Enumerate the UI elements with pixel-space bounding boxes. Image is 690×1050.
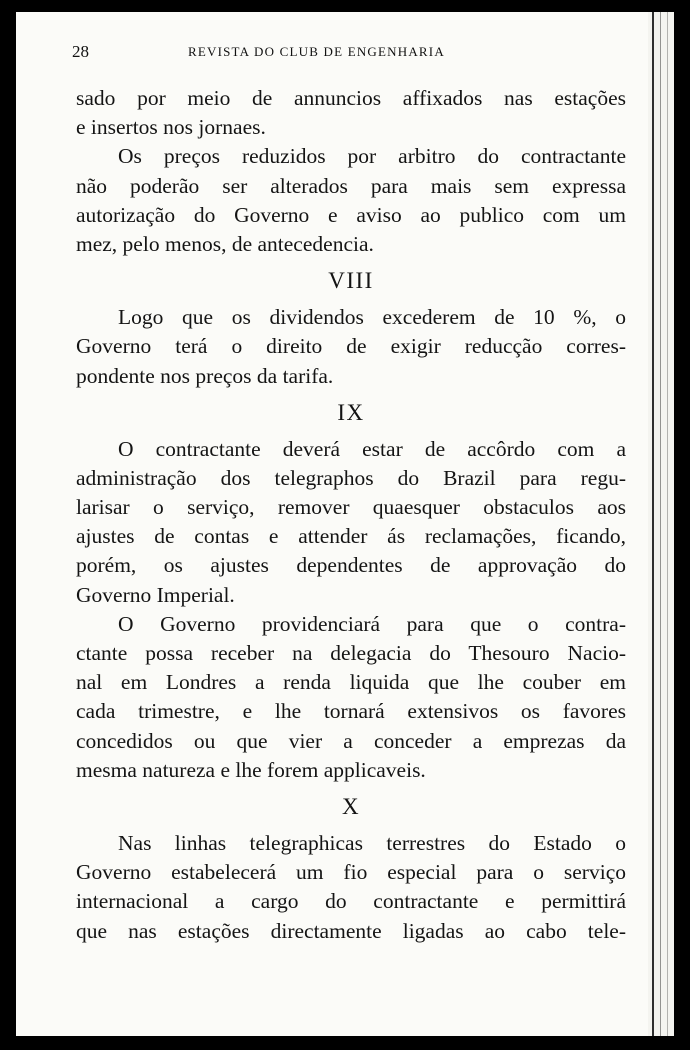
- text-line: administração dos telegraphos do Brazil para regu-: [76, 465, 626, 490]
- text-line: internacional a cargo do contractante e permittirá: [76, 889, 626, 914]
- text-line: O contractante deverá estar de accôrdo com a: [118, 436, 626, 461]
- text-line: mesma natureza e lhe forem applicaveis.: [76, 757, 426, 782]
- gutter-edge-line: [660, 12, 661, 1036]
- text-line: autorização do Governo e aviso ao publico com um: [76, 202, 626, 227]
- text-line: O Governo providenciará para que o contra-: [118, 611, 626, 636]
- section-heading-x: X: [341, 793, 361, 819]
- text-line: sado por meio de annuncios affixados nas estações: [76, 86, 626, 110]
- paragraph-continued: [76, 84, 626, 142]
- book-page: [16, 12, 648, 1036]
- paragraph-telegraph-administration: [76, 435, 626, 610]
- text-line: concedidos ou que vier a conceder a emprezas da: [76, 728, 626, 753]
- text-line: não poderão ser alterados para mais sem expressa: [76, 173, 626, 198]
- text-line: Nas linhas telegraphicas terrestres do Estado o: [118, 830, 626, 855]
- text-line: larisar o serviço, remover quaesquer obstaculos aos: [76, 495, 626, 520]
- paragraph-dividends: [76, 303, 626, 391]
- page-number: 28: [72, 42, 89, 61]
- gutter-edge-line: [652, 12, 654, 1036]
- text-line: pondente nos preços da tarifa.: [76, 363, 334, 388]
- page-body: [76, 84, 626, 946]
- paragraph-london-income: [76, 610, 626, 785]
- text-line: ajustes de contas e attender ás reclamações, ficando,: [76, 524, 626, 549]
- text-line: nal em Londres a renda liquida que lhe couber em: [76, 670, 626, 695]
- text-line: Governo terá o direito de exigir reducção corres-: [76, 334, 626, 359]
- text-line: Governo estabelecerá um fio especial para o serviço: [76, 860, 626, 885]
- text-line: Logo que os dividendos excederem de 10 %, o: [118, 305, 626, 330]
- text-line: porém, os ajustes dependentes de approvação do: [76, 553, 626, 578]
- text-line: Os preços reduzidos por arbitro do contractante: [118, 144, 626, 169]
- text-line: e insertos nos jornaes.: [76, 115, 266, 140]
- text-line: ctante possa receber na delegacia do Thesouro Nacio-: [76, 641, 626, 665]
- section-heading-ix: IX: [337, 399, 365, 425]
- page-header: [16, 42, 648, 62]
- gutter-edge-line: [667, 12, 668, 1036]
- text-line: Governo Imperial.: [76, 582, 235, 607]
- paragraph-prices: [76, 142, 626, 259]
- paragraph-terrestrial-lines: [76, 829, 626, 946]
- text-line: cada trimestre, e lhe tornará extensivos os favores: [76, 699, 626, 724]
- page-gutter: [648, 12, 674, 1036]
- text-line: mez, pelo menos, de antecedencia.: [76, 231, 374, 256]
- text-line: que nas estações directamente ligadas ao cabo tele-: [76, 918, 626, 943]
- running-title: REVISTA DO CLUB DE ENGENHARIA: [188, 44, 445, 59]
- section-heading-viii: VIII: [328, 268, 374, 294]
